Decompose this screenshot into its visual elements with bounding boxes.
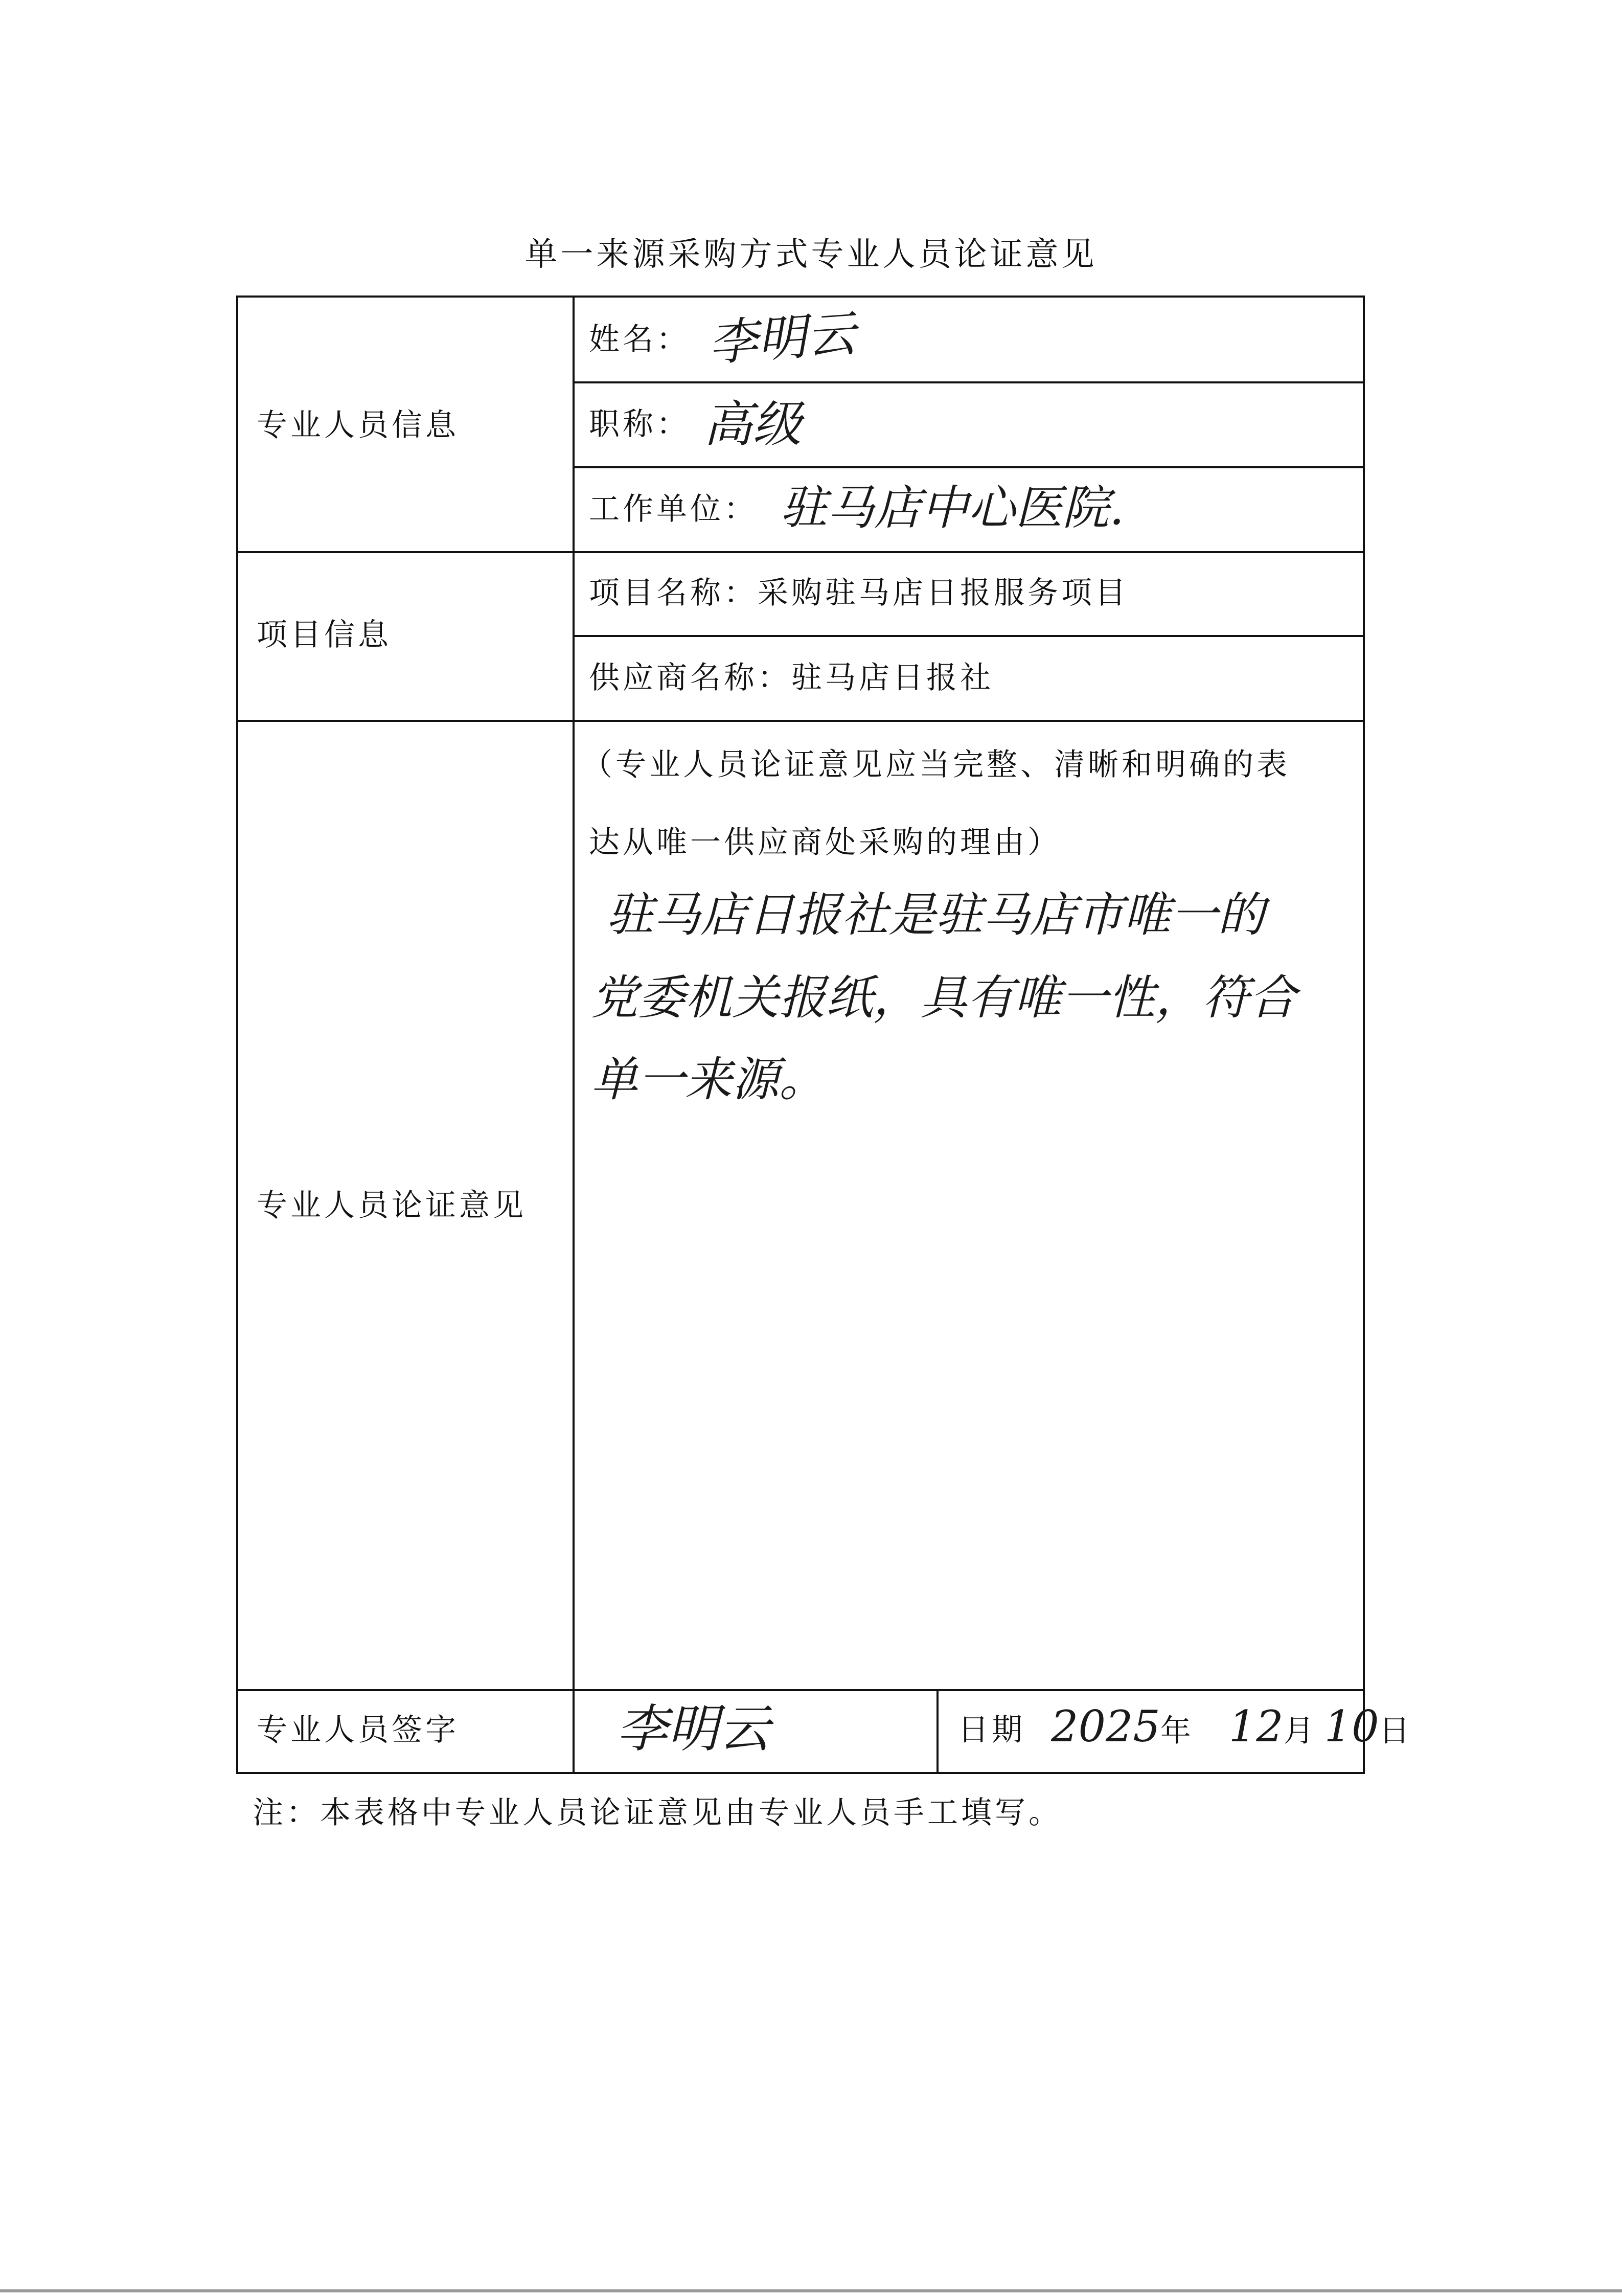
- row-divider-title: [573, 466, 1363, 468]
- date-month-unit: 月: [1283, 1713, 1314, 1749]
- date-year: 2025: [1051, 1701, 1160, 1752]
- date-label: 日期: [958, 1712, 1025, 1748]
- expert-info-label: 专业人员信息: [257, 407, 459, 443]
- row-divider-project: [573, 635, 1363, 637]
- signature-date-divider: [936, 1690, 939, 1772]
- title-label: 职称：: [589, 406, 690, 442]
- date-day: 10: [1324, 1701, 1379, 1752]
- date-month: 12: [1228, 1701, 1284, 1752]
- project-name-label: 项目名称：: [589, 575, 758, 611]
- section-divider-project: [238, 720, 1363, 722]
- section-divider-expert: [238, 551, 1363, 553]
- supplier-label: 供应商名称：: [589, 660, 791, 696]
- column-divider: [573, 298, 575, 1772]
- footnote: 注：本表格中专业人员论证意见由专业人员手工填写。: [253, 1795, 1062, 1831]
- opinion-instruction-line2: 达从唯一供应商处采购的理由）: [589, 825, 1061, 860]
- page-title: 单一来源采购方式专业人员论证意见: [524, 236, 1098, 274]
- opinion-handwritten-line3: 单一来源。: [591, 1052, 827, 1107]
- date-year-unit: 年: [1160, 1713, 1193, 1749]
- opinion-handwritten-line2: 党委机关报纸，具有唯一性，符合: [591, 970, 1297, 1025]
- supplier-value: 驻马店日报社: [791, 660, 994, 696]
- date-value: [1051, 1698, 1410, 1755]
- employer-label: 工作单位：: [589, 491, 758, 527]
- project-name-row: [589, 575, 1129, 611]
- scan-edge-line: [0, 2289, 1622, 2292]
- signature-label: 专业人员签字: [257, 1712, 459, 1748]
- supplier-row: [589, 660, 994, 696]
- opinion-section-label: 专业人员论证意见: [257, 1188, 527, 1223]
- opinion-instruction-line1: （专业人员论证意见应当完整、清晰和明确的表: [582, 747, 1290, 783]
- signature-handwritten: 李明云: [616, 1699, 770, 1759]
- title-handwritten: 高级: [703, 396, 802, 453]
- employer-handwritten: 驻马店中心医院.: [780, 481, 1125, 535]
- opinion-handwritten-line1: 驻马店日报社是驻马店市唯一的: [606, 888, 1265, 942]
- project-name-value: 采购驻马店日报服务项目: [758, 575, 1129, 611]
- date-day-unit: 日: [1379, 1713, 1410, 1749]
- project-info-label: 项目信息: [257, 617, 392, 653]
- section-divider-opinion: [238, 1689, 1363, 1691]
- opinion-form-table: [236, 295, 1410, 1774]
- name-handwritten: 李明云: [706, 305, 858, 372]
- row-divider-name: [573, 381, 1363, 383]
- name-label: 姓名：: [589, 322, 690, 357]
